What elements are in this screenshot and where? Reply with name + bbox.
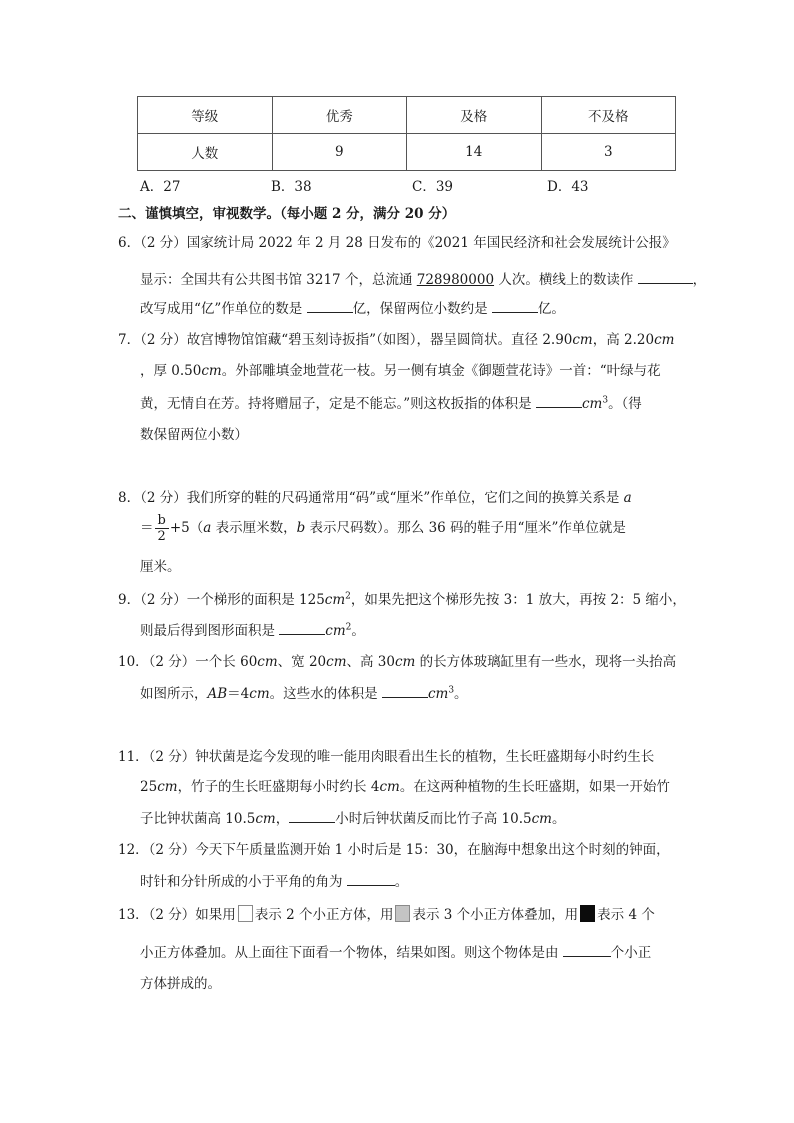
q8-line2: ＝ $\frac{b}{2}$ +5（a 表示厘米数，b 表示尺码数）。那么 36 码的鞋子用“厘米”作单位就是 bbox=[140, 513, 626, 544]
table-row bbox=[138, 134, 676, 171]
underlined-number: 728980000 bbox=[416, 272, 495, 288]
answer-options bbox=[140, 175, 700, 195]
q12-line2: 时针和分针所成的小于平角的角为 。 bbox=[140, 871, 408, 892]
table-cell: 9 bbox=[272, 134, 407, 171]
q9-line2: 则最后得到图形面积是 $cm^2$。 bbox=[140, 620, 365, 641]
q7-line1: 7．（2 分）故宫博物馆馆藏“碧玉刻诗扳指”（如图），器呈圆筒状。直径 2.90cm，高 2.20cm bbox=[118, 332, 675, 348]
answer-blank[interactable] bbox=[307, 298, 353, 313]
q13-line2: 小正方体叠加。从上面往下面看一个物体，结果如图。则这个物体是由 个小正 bbox=[140, 942, 651, 963]
q6-line2: 显示：全国共有公共图书馆 3217 个，总流通 728980000 人次。横线上的数读作 ， bbox=[140, 269, 706, 290]
q11-line2: 25cm，竹子的生长旺盛期每小时约长 4cm。在这两种植物的生长旺盛期，如果一开始竹 bbox=[140, 779, 670, 795]
q10-line1: 10．（2 分）一个长 60cm、宽 20cm、高 30cm 的长方体玻璃缸里有一些水，现将一头抬高 bbox=[118, 654, 677, 670]
q8-line3: 厘米。 bbox=[140, 559, 181, 575]
table-cell: 3 bbox=[541, 134, 676, 171]
q6-line1: 6．（2 分）国家统计局 2022 年 2 月 28 日发布的《2021 年国民经济和社会发展统计公报》 bbox=[118, 235, 676, 251]
table-cell: 人数 bbox=[138, 134, 273, 171]
answer-blank[interactable] bbox=[347, 871, 395, 886]
q13-line1: 13．（2 分）如果用 表示 2 个小正方体，用 表示 3 个小正方体叠加，用 表示 4 个 bbox=[118, 907, 655, 923]
black-square-icon bbox=[580, 905, 595, 922]
answer-blank[interactable] bbox=[492, 298, 538, 313]
option-d[interactable]: D．43 bbox=[547, 179, 589, 195]
q8-line1: 8．（2 分）我们所穿的鞋的尺码通常用“码”或“厘米”作单位，它们之间的换算关系是 a bbox=[118, 490, 632, 506]
option-a[interactable]: A．27 bbox=[140, 179, 181, 195]
q11-line3: 子比钟状菌高 10.5cm， 小时后钟状菌反而比竹子高 10.5cm。 bbox=[140, 808, 565, 829]
q13-line3: 方体拼成的。 bbox=[140, 976, 221, 992]
q7-line2: ，厚 0.50cm。外部雕填金地萱花一枝。另一侧有填金《御题萱花诗》一首：“叶绿与花 bbox=[140, 363, 661, 379]
grade-table bbox=[137, 96, 676, 171]
option-c[interactable]: C．39 bbox=[412, 179, 454, 195]
q6-line3: 改写成用“亿”作单位的数是 亿，保留两位小数约是 亿。 bbox=[140, 298, 565, 319]
answer-blank[interactable] bbox=[563, 942, 611, 957]
fraction: $\frac{b}{2}$ bbox=[155, 513, 169, 544]
option-b[interactable]: B．38 bbox=[271, 179, 312, 195]
q11-line1: 11．（2 分）钟状菌是迄今发现的唯一能用肉眼看出生长的植物，生长旺盛期每小时约生长 bbox=[118, 749, 655, 765]
table-cell: 优秀 bbox=[272, 97, 407, 134]
q12-line1: 12．（2 分）今天下午质量监测开始 1 小时后是 15：30，在脑海中想象出这个时刻的钟面， bbox=[118, 842, 670, 858]
answer-blank[interactable] bbox=[638, 269, 693, 284]
table-cell: 及格 bbox=[407, 97, 542, 134]
q10-line2: 如图所示，AB＝4cm。这些水的体积是 $cm^3$。 bbox=[140, 683, 468, 704]
white-square-icon bbox=[238, 905, 253, 922]
q9-line1: 9．（2 分）一个梯形的面积是 $125cm^2$，如果先把这个梯形先按 3：1 放大，再按 2：5 缩小， bbox=[118, 591, 686, 608]
table-cell: 14 bbox=[407, 134, 542, 171]
answer-blank[interactable] bbox=[289, 808, 335, 823]
gray-square-icon bbox=[395, 905, 410, 922]
table-cell: 等级 bbox=[138, 97, 273, 134]
answer-blank[interactable] bbox=[536, 393, 582, 408]
answer-blank[interactable] bbox=[382, 683, 428, 698]
answer-blank[interactable] bbox=[279, 620, 325, 635]
q7-line3: 黄，无情自在芳。持将赠屈子，定是不能忘。”则这枚扳指的体积是 $cm^3$。（得 bbox=[140, 393, 642, 414]
table-cell: 不及格 bbox=[541, 97, 676, 134]
q7-line4: 数保留两位小数） bbox=[140, 427, 248, 443]
table-row bbox=[138, 97, 676, 134]
section-heading: 二、谨慎填空，审视数学。（每小题 2 分，满分 20 分） bbox=[118, 206, 456, 222]
